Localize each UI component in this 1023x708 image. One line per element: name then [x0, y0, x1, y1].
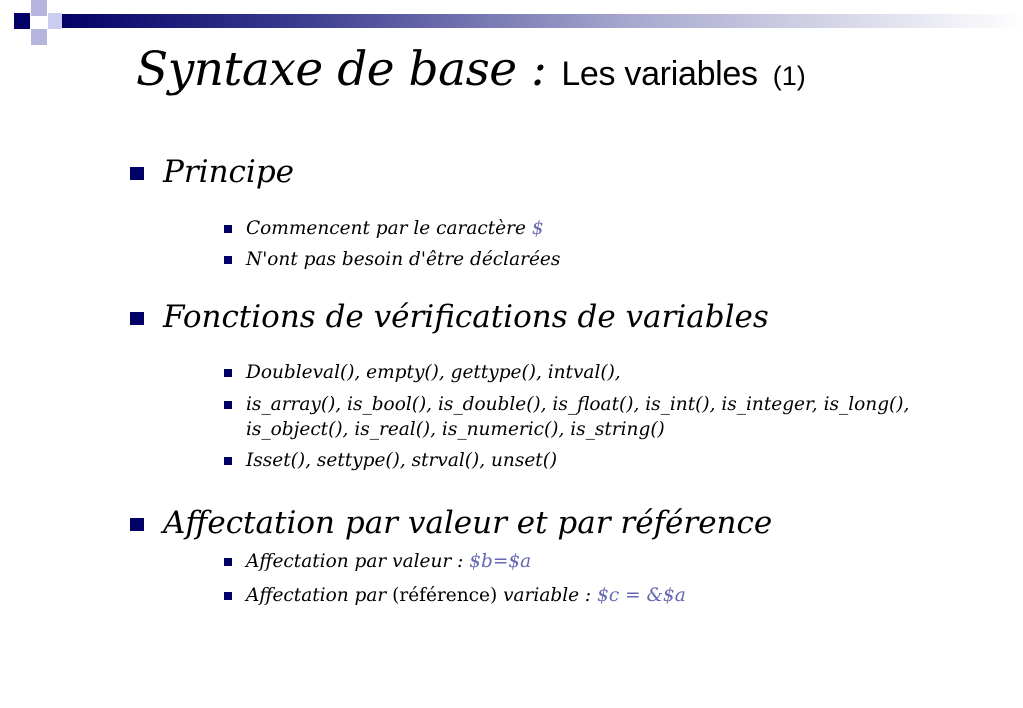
item-code: $	[531, 218, 544, 239]
item-code: $c = &$a	[597, 585, 686, 606]
title-lead: Syntaxe de base :	[136, 42, 547, 97]
decor-square	[31, 29, 47, 45]
bullet-small-icon	[224, 592, 232, 600]
bullet-small-icon	[224, 369, 232, 377]
bullet-square-icon	[130, 518, 144, 531]
item-code: $b=$a	[469, 551, 532, 572]
item-text: N'ont pas besoin d'être déclarées	[246, 249, 561, 270]
item-text-upright: (référence)	[392, 585, 498, 606]
item-text: Affectation par valeur :	[246, 551, 464, 572]
bullet-square-icon	[130, 167, 144, 180]
decor-square	[48, 13, 62, 29]
bullet-small-icon	[224, 558, 232, 566]
title-number: (1)	[772, 61, 806, 91]
item-text: Isset(), settype(), strval(), unset()	[246, 450, 558, 471]
header-gradient-bar	[52, 14, 1023, 28]
bullet-small-icon	[224, 457, 232, 465]
bullet-square-icon	[130, 312, 144, 325]
item-text: Doubleval(), empty(), gettype(), intval(),	[246, 362, 621, 383]
bullet-small-icon	[224, 225, 232, 233]
bullet-small-icon	[224, 401, 232, 409]
slide-title	[136, 38, 806, 108]
decor-square	[14, 13, 30, 29]
item-text: Commencent par le caractère	[246, 218, 526, 239]
item-text: is_object(), is_real(), is_numeric(), is_string()	[246, 419, 665, 440]
item-text: Affectation par	[246, 585, 387, 606]
title-main: Les variables	[561, 55, 758, 93]
item-text: is_array(), is_bool(), is_double(), is_float(), is_int(), is_integer, is_long(),	[246, 394, 910, 415]
bullet-small-icon	[224, 256, 232, 264]
item-text: variable :	[503, 585, 592, 606]
decor-square	[31, 0, 47, 16]
